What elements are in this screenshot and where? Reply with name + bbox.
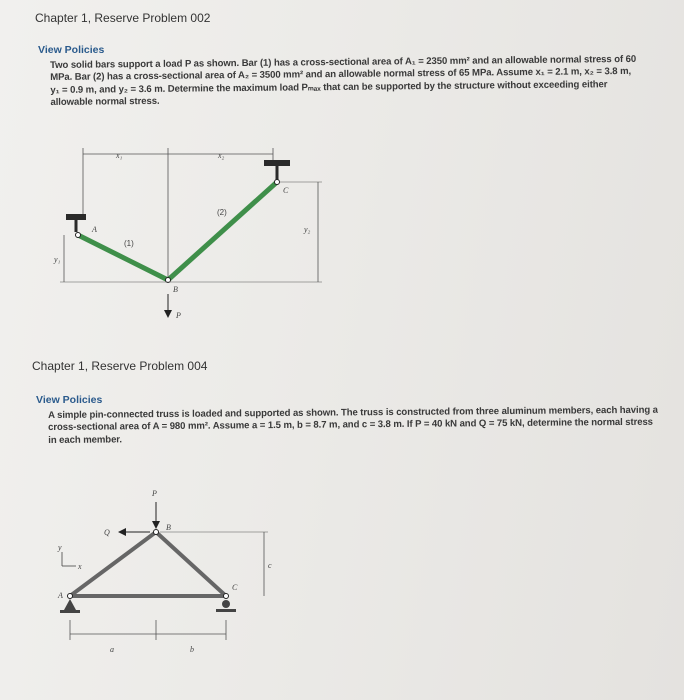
label-p: P	[152, 489, 157, 498]
label-bar-1: (1)	[124, 239, 134, 248]
support-c-roller-icon	[222, 600, 230, 608]
pin-a	[68, 594, 73, 599]
load-p-arrow-icon	[152, 521, 160, 529]
label-a-dim: a	[110, 645, 114, 654]
support-a-base	[60, 610, 80, 613]
problem-2-view-policies-link[interactable]: View Policies	[36, 394, 103, 406]
label-y1: y₁	[54, 255, 61, 264]
support-c-base	[216, 609, 236, 612]
label-c: C	[283, 186, 289, 195]
label-a: A	[92, 225, 97, 234]
problem-1-view-policies-link[interactable]: View Policies	[38, 44, 105, 56]
label-b: B	[173, 285, 178, 294]
problem-2-statement: A simple pin-connected truss is loaded and supported as shown. The truss is constructed from three aluminum members, each having a cross-sectional area of A = 980 mm². Assume a = 1.5 m, b = 8.7 m, and c = 3.8 m. If P = 40 kN and Q = 75 kN, determine the normal stress in each member.	[48, 404, 658, 446]
label-x-axis: x	[78, 562, 82, 571]
member-bc	[156, 532, 226, 596]
label-c: C	[232, 583, 238, 592]
member-ab	[70, 532, 156, 596]
problem-1-statement: Two solid bars support a load P as shown. Bar (1) has a cross-sectional area of A₁ = 2350 mm² and an allowable normal stress of 60 MPa. Bar (2) has a cross-sectional area of A₂ = 3500 mm² and an allowable normal stress of 65 MPa. Assume x₁ = 2.1 m, x₂ = 3.8 m, y₁ = 0.9 m, and y₂ = 3.6 m. Determine the maximum load Pₘₐₓ that can be supported by the structure without exceeding either allowable normal stress.	[50, 53, 637, 109]
label-y2: y₂	[304, 225, 311, 234]
label-x1: x₁	[116, 151, 123, 160]
pin-c	[224, 594, 229, 599]
label-a: A	[58, 591, 63, 600]
problem-2-title: Chapter 1, Reserve Problem 004	[32, 359, 208, 373]
label-q: Q	[104, 528, 110, 537]
label-bar-2: (2)	[217, 208, 227, 217]
label-p: P	[176, 311, 181, 320]
problem-1-title: Chapter 1, Reserve Problem 002	[35, 11, 211, 25]
label-b-dim: b	[190, 645, 194, 654]
pin-b	[154, 530, 159, 535]
load-q-arrow-icon	[118, 528, 126, 536]
label-x2: x₂	[218, 151, 225, 160]
support-a-pin-icon	[64, 599, 76, 610]
label-b: B	[166, 523, 171, 532]
label-y-axis: y	[58, 543, 62, 552]
label-c-dim: c	[268, 561, 272, 570]
